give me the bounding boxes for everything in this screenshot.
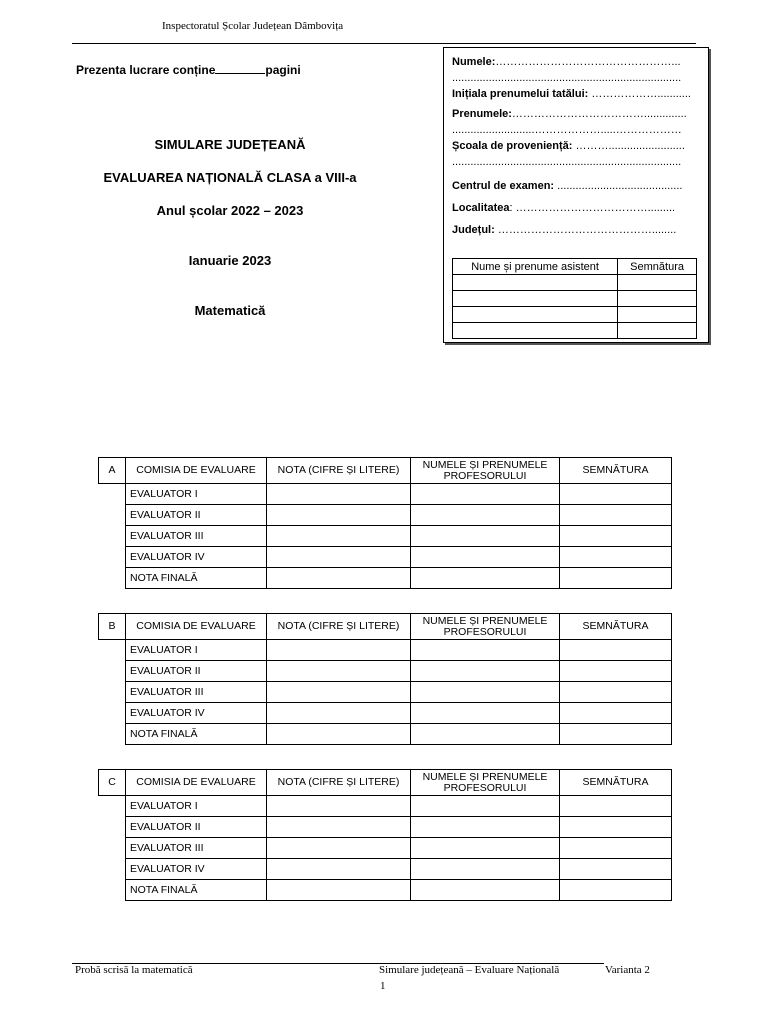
- evaluator-label: EVALUATOR IV: [126, 859, 267, 880]
- grade-header: NOTA (CIFRE ȘI LITERE): [267, 458, 411, 484]
- teacher-cell[interactable]: [411, 484, 560, 505]
- eval-row: [99, 547, 672, 568]
- eval-row: [99, 838, 672, 859]
- eval-row: [99, 640, 672, 661]
- pages-prefix: Prezenta lucrare conține: [76, 63, 216, 77]
- eval-header-row: [99, 458, 672, 484]
- grade-header: NOTA (CIFRE ȘI LITERE): [267, 770, 411, 796]
- evaluator-label: EVALUATOR III: [126, 682, 267, 703]
- teacher-cell[interactable]: [411, 547, 560, 568]
- field-exam-center[interactable]: Centrul de examen: .........................................: [452, 180, 683, 192]
- footer-variant: Varianta 2: [605, 964, 650, 976]
- teacher-header: NUMELE ȘI PRENUMELE PROFESORULUI: [411, 614, 560, 640]
- title-evaluation: EVALUAREA NAȚIONALĂ CLASA a VIII-a: [103, 170, 357, 185]
- pages-suffix: pagini: [265, 63, 301, 77]
- grade-header: NOTA (CIFRE ȘI LITERE): [267, 614, 411, 640]
- grade-cell[interactable]: [267, 859, 411, 880]
- evaluator-label: EVALUATOR III: [126, 526, 267, 547]
- commission-header: COMISIA DE EVALUARE: [126, 458, 267, 484]
- signature-cell[interactable]: [560, 703, 672, 724]
- signature-cell[interactable]: [560, 547, 672, 568]
- grade-cell[interactable]: [267, 526, 411, 547]
- teacher-cell[interactable]: [411, 505, 560, 526]
- field-first-name-cont[interactable]: ...........................……………….....………………: [452, 124, 682, 136]
- title-date: Ianuarie 2023: [188, 253, 272, 268]
- footer-left: Probă scrisă la matematică: [75, 964, 193, 976]
- grade-cell[interactable]: [267, 817, 411, 838]
- assistant-signature-header: Semnătura: [618, 259, 697, 275]
- eval-row: [99, 682, 672, 703]
- assistant-row: [453, 275, 697, 291]
- signature-cell[interactable]: [560, 505, 672, 526]
- field-school[interactable]: Școala de proveniență: ……….........................: [452, 140, 685, 152]
- assistant-signature-cell[interactable]: [618, 291, 697, 307]
- grade-cell[interactable]: [267, 640, 411, 661]
- assistant-row: [453, 323, 697, 339]
- signature-cell[interactable]: [560, 682, 672, 703]
- eval-row: [99, 484, 672, 505]
- assistant-name-header: Nume și prenume asistent: [453, 259, 618, 275]
- signature-cell[interactable]: [560, 640, 672, 661]
- signature-cell[interactable]: [560, 859, 672, 880]
- pages-blank[interactable]: [215, 61, 265, 74]
- grade-cell[interactable]: [267, 682, 411, 703]
- signature-cell[interactable]: [560, 484, 672, 505]
- grade-cell[interactable]: [267, 568, 411, 589]
- teacher-cell[interactable]: [411, 682, 560, 703]
- eval-row: [99, 859, 672, 880]
- grade-cell[interactable]: [267, 484, 411, 505]
- header-divider: [72, 43, 696, 44]
- teacher-header: NUMELE ȘI PRENUMELE PROFESORULUI: [411, 458, 560, 484]
- signature-cell[interactable]: [560, 838, 672, 859]
- eval-row: [99, 724, 672, 745]
- signature-cell[interactable]: [560, 817, 672, 838]
- grade-cell[interactable]: [267, 880, 411, 901]
- assistant-table-header: [453, 259, 697, 275]
- teacher-cell[interactable]: [411, 796, 560, 817]
- teacher-cell[interactable]: [411, 817, 560, 838]
- evaluation-table-b: [98, 613, 672, 745]
- eval-row: [99, 661, 672, 682]
- final-grade-label: NOTA FINALĂ: [126, 568, 267, 589]
- field-father-initial[interactable]: Inițiala prenumelui tatălui: ………………...........: [452, 88, 691, 100]
- evaluator-label: EVALUATOR I: [126, 484, 267, 505]
- commission-header: COMISIA DE EVALUARE: [126, 614, 267, 640]
- teacher-cell[interactable]: [411, 838, 560, 859]
- assistant-table: [452, 258, 697, 339]
- signature-cell[interactable]: [560, 724, 672, 745]
- teacher-cell[interactable]: [411, 661, 560, 682]
- signature-cell[interactable]: [560, 661, 672, 682]
- grade-cell[interactable]: [267, 547, 411, 568]
- evaluator-label: EVALUATOR IV: [126, 703, 267, 724]
- assistant-signature-cell[interactable]: [618, 307, 697, 323]
- teacher-cell[interactable]: [411, 880, 560, 901]
- grade-cell[interactable]: [267, 838, 411, 859]
- signature-cell[interactable]: [560, 796, 672, 817]
- signature-cell[interactable]: [560, 526, 672, 547]
- teacher-cell[interactable]: [411, 703, 560, 724]
- teacher-cell[interactable]: [411, 640, 560, 661]
- signature-header: SEMNĂTURA: [560, 770, 672, 796]
- field-first-name[interactable]: Prenumele:………………………………..............: [452, 108, 687, 120]
- assistant-name-cell[interactable]: [453, 275, 618, 291]
- grade-cell[interactable]: [267, 505, 411, 526]
- grade-cell[interactable]: [267, 703, 411, 724]
- evaluation-table-a: [98, 457, 672, 589]
- evaluator-label: EVALUATOR II: [126, 505, 267, 526]
- evaluator-label: EVALUATOR I: [126, 640, 267, 661]
- assistant-name-cell[interactable]: [453, 291, 618, 307]
- eval-row: [99, 568, 672, 589]
- evaluator-label: EVALUATOR IV: [126, 547, 267, 568]
- eval-row: [99, 505, 672, 526]
- evaluator-label: EVALUATOR I: [126, 796, 267, 817]
- field-name-cont[interactable]: ...........................................................................: [452, 72, 682, 84]
- eval-row: [99, 880, 672, 901]
- signature-cell[interactable]: [560, 880, 672, 901]
- final-grade-label: NOTA FINALĂ: [126, 724, 267, 745]
- teacher-cell[interactable]: [411, 568, 560, 589]
- assistant-signature-cell[interactable]: [618, 275, 697, 291]
- commission-header: COMISIA DE EVALUARE: [126, 770, 267, 796]
- field-locality[interactable]: Localitatea: ……………………………….........: [452, 202, 676, 214]
- title-subject: Matematică: [194, 303, 266, 318]
- evaluator-label: EVALUATOR III: [126, 838, 267, 859]
- assistant-name-cell[interactable]: [453, 307, 618, 323]
- eval-header-row: [99, 770, 672, 796]
- footer-page-number: 1: [380, 980, 386, 992]
- assistant-row: [453, 291, 697, 307]
- pages-count-line: [76, 61, 301, 77]
- assistant-row: [453, 307, 697, 323]
- table-letter: C: [99, 770, 126, 796]
- eval-row: [99, 817, 672, 838]
- eval-row: [99, 526, 672, 547]
- table-letter: A: [99, 458, 126, 484]
- teacher-cell[interactable]: [411, 526, 560, 547]
- signature-cell[interactable]: [560, 568, 672, 589]
- field-county[interactable]: Județul: ……………………………………........: [452, 224, 677, 236]
- eval-row: [99, 703, 672, 724]
- final-grade-label: NOTA FINALĂ: [126, 880, 267, 901]
- teacher-cell[interactable]: [411, 724, 560, 745]
- eval-row: [99, 796, 672, 817]
- field-school-cont[interactable]: ...........................................................................: [452, 156, 682, 168]
- field-name[interactable]: Numele:…………………………………………...: [452, 56, 681, 68]
- grade-cell[interactable]: [267, 796, 411, 817]
- signature-header: SEMNĂTURA: [560, 458, 672, 484]
- table-letter: B: [99, 614, 126, 640]
- footer-center: Simulare județeană – Evaluare Națională: [379, 964, 560, 976]
- header-institution: Inspectoratul Școlar Județean Dâmbovița: [162, 20, 344, 32]
- evaluator-label: EVALUATOR II: [126, 661, 267, 682]
- grade-cell[interactable]: [267, 661, 411, 682]
- assistant-signature-cell[interactable]: [618, 323, 697, 339]
- title-simulation: SIMULARE JUDEȚEANĂ: [154, 137, 306, 152]
- assistant-name-cell[interactable]: [453, 323, 618, 339]
- evaluation-table-c: [98, 769, 672, 901]
- title-school-year: Anul școlar 2022 – 2023: [156, 203, 304, 218]
- teacher-header: NUMELE ȘI PRENUMELE PROFESORULUI: [411, 770, 560, 796]
- grade-cell[interactable]: [267, 724, 411, 745]
- evaluator-label: EVALUATOR II: [126, 817, 267, 838]
- teacher-cell[interactable]: [411, 859, 560, 880]
- eval-header-row: [99, 614, 672, 640]
- signature-header: SEMNĂTURA: [560, 614, 672, 640]
